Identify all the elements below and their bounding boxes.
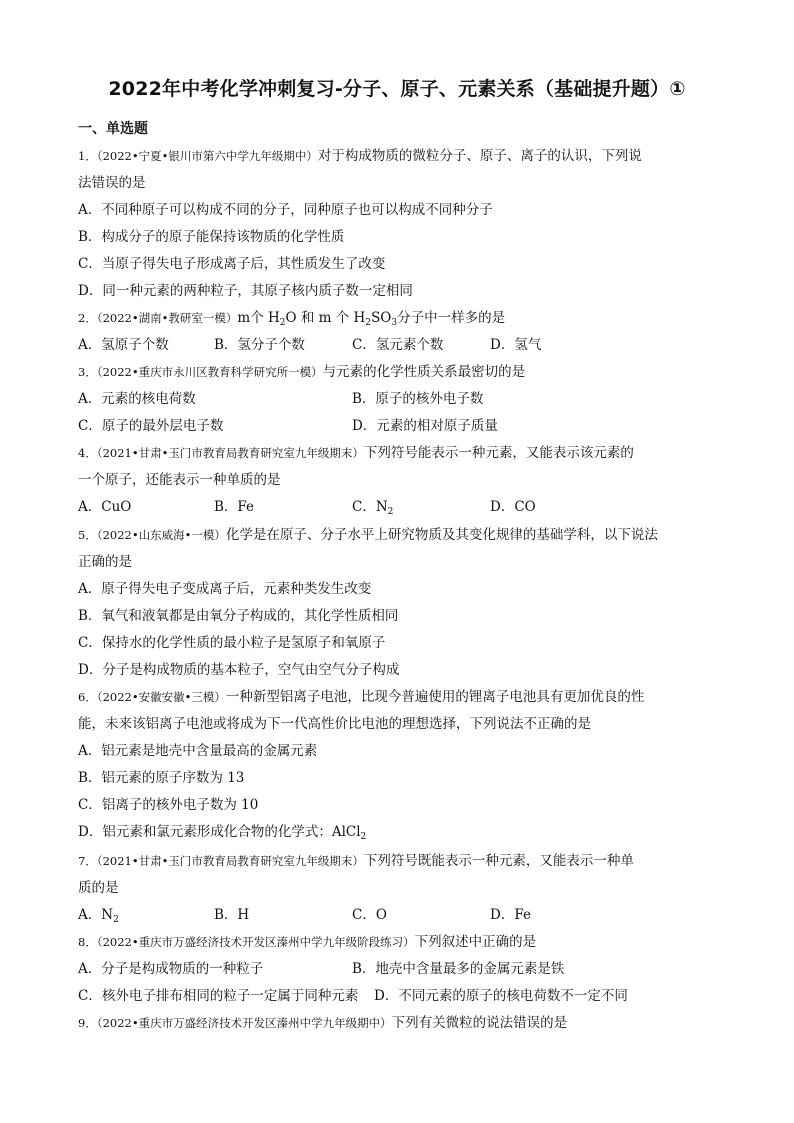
question-3-option-a: A．元素的核电荷数 (78, 391, 196, 407)
question-1-stem: 对于构成物质的微粒分子、原子、离子的认识，下列说 (317, 148, 642, 164)
question-8-option-b: B．地壳中含量最多的金属元素是铁 (352, 961, 565, 977)
question-6-option-b: B．铝元素的原子序数为 13 (78, 770, 245, 786)
question-8 (78, 932, 536, 952)
question-1-option-c: C．当原子得失电子形成离子后，其性质发生了改变 (78, 256, 386, 272)
question-6-option-a: A．铝元素是地壳中含量最高的金属元素 (78, 743, 318, 759)
question-3 (78, 362, 525, 382)
question-6-option-c: C．铝离子的核外电子数为 10 (78, 797, 259, 813)
question-1-stem-cont: 法错误的是 (78, 175, 146, 191)
question-5 (78, 525, 658, 545)
question-2-option-b: B．氢分子个数 (214, 337, 305, 353)
question-3-source: 3．（2022•重庆市永川区教育科学研究所一模） (78, 365, 323, 379)
question-4-option-a: A．CuO (78, 499, 132, 515)
question-2-source: 2．（2022•湖南•教研室一模） (78, 311, 238, 325)
question-4-option-b: B．Fe (214, 499, 255, 515)
question-7-stem: 下列符号既能表示一种元素，又能表示一种单 (363, 853, 634, 869)
question-6-option-d: D．铝元素和氯元素形成化合物的化学式：AlCl$_2$ (78, 824, 367, 842)
question-5-option-b: B．氧气和液氧都是由氧分子构成的，其化学性质相同 (78, 608, 399, 624)
question-2: 2．（2022•湖南•教研室一模）m个 $H_2O$ 和 m 个 $H_2SO_3$分子中一样多的是 (78, 310, 506, 328)
question-7-option-a: A．$N_2$ (78, 907, 119, 925)
question-3-option-b: B．原子的核外电子数 (352, 391, 484, 407)
question-2-option-d: D．氢气 (490, 337, 542, 353)
question-1-option-a: A．不同种原子可以构成不同的分子，同种原子也可以构成不同种分子 (78, 202, 493, 218)
question-4-option-c: C．$N_2$ (352, 499, 394, 517)
question-4-option-d: D．CO (490, 499, 536, 515)
question-5-stem-cont: 正确的是 (78, 554, 132, 570)
question-9-stem: 下列有关微粒的说法错误的是 (391, 1015, 568, 1031)
question-8-option-c: C．核外电子排布相同的粒子一定属于同种元素 (78, 988, 359, 1004)
question-2-option-a: A．氢原子个数 (78, 337, 169, 353)
question-7-option-d: D．Fe (490, 907, 531, 923)
question-7-option-b: B．H (214, 907, 250, 923)
question-9-source: 9．（2022•重庆市万盛经济技术开发区溱州中学九年级期中） (78, 1016, 392, 1030)
question-5-option-d: D．分子是构成物质的基本粒子，空气由空气分子构成 (78, 662, 400, 678)
question-8-source: 8．（2022•重庆市万盛经济技术开发区溱州中学九年级阶段练习） (78, 935, 415, 949)
page-title: 2022年中考化学冲刺复习-分子、原子、元素关系（基础提升题）① (108, 78, 686, 100)
question-8-option-a: A．分子是构成物质的一种粒子 (78, 961, 264, 977)
question-2-option-c: C．氢元素个数 (352, 337, 444, 353)
question-8-stem: 下列叙述中正确的是 (414, 934, 537, 950)
question-9 (78, 1013, 567, 1033)
section-heading: 一、单选题 (78, 121, 148, 137)
question-6-stem: 一种新型铝离子电池，比现今普遍使用的锂离子电池具有更加优良的性 (225, 689, 645, 705)
question-1 (78, 146, 642, 166)
question-1-source: 1．（2022•宁夏•银川市第六中学九年级期中） (78, 149, 318, 163)
question-4 (78, 443, 634, 463)
question-5-option-c: C．保持水的化学性质的最小粒子是氢原子和氧原子 (78, 635, 386, 651)
question-5-stem: 化学是在原子、分子水平上研究物质及其变化规律的基础学科，以下说法 (225, 527, 658, 543)
question-6 (78, 687, 644, 707)
question-7-source: 7．（2021•甘肃•玉门市教育局教育研究室九年级期末） (78, 854, 364, 868)
question-7-option-c: C．O (352, 907, 387, 923)
question-6-stem-cont: 能，未来该铝离子电池或将成为下一代高性价比电池的理想选择，下列说法不正确的是 (78, 716, 591, 732)
question-1-option-d: D．同一种元素的两种粒子，其原子核内质子数一定相同 (78, 283, 413, 299)
question-3-option-c: C．原子的最外层电子数 (78, 418, 224, 434)
question-4-stem: 下列符号能表示一种元素，又能表示该元素的 (363, 445, 634, 461)
question-6-source: 6．（2022•安徽安徽•三模） (78, 690, 226, 704)
question-8-option-d: D．不同元素的原子的核电荷数不一定不同 (374, 988, 628, 1004)
question-4-stem-cont: 一个原子，还能表示一种单质的是 (78, 472, 281, 488)
question-4-source: 4．（2021•甘肃•玉门市教育局教育研究室九年级期末） (78, 446, 364, 460)
question-7-stem-cont: 质的是 (78, 880, 119, 896)
question-3-stem: 与元素的化学性质关系最密切的是 (322, 364, 526, 380)
question-5-option-a: A．原子得失电子变成离子后，元素种类发生改变 (78, 581, 372, 597)
question-5-source: 5．（2022•山东威海•一模） (78, 528, 226, 542)
question-3-option-d: D．元素的相对原子质量 (352, 418, 498, 434)
question-1-option-b: B．构成分子的原子能保持该物质的化学性质 (78, 229, 345, 245)
question-7 (78, 851, 634, 871)
